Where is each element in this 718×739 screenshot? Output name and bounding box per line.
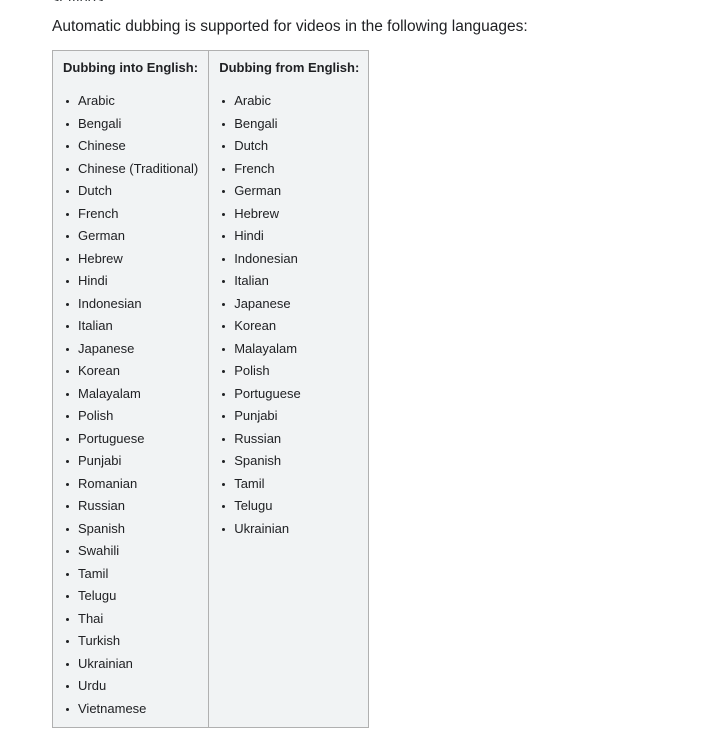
language-list-item <box>63 495 198 518</box>
language-name: Swahili <box>78 543 120 558</box>
bullet-icon <box>222 235 225 238</box>
language-name: Hindi <box>234 228 264 243</box>
bullet-icon <box>222 483 225 486</box>
language-name: German <box>78 228 125 243</box>
language-list-item <box>219 383 359 406</box>
language-list-item <box>219 158 359 181</box>
bullet-icon <box>66 415 69 418</box>
language-list-item <box>63 608 198 631</box>
bullet-icon <box>66 393 69 396</box>
language-list-item <box>63 248 198 271</box>
bullet-icon <box>222 370 225 373</box>
language-list-item <box>219 248 359 271</box>
language-list-item <box>219 225 359 248</box>
language-name: Russian <box>78 498 125 513</box>
language-list-item <box>63 158 198 181</box>
language-name: Korean <box>234 318 277 333</box>
language-list-item <box>63 450 198 473</box>
language-list-item <box>219 428 359 451</box>
language-name: Bengali <box>78 115 122 131</box>
language-name: Russian <box>234 430 282 446</box>
language-list-item <box>63 315 198 338</box>
language-list-item <box>219 113 359 136</box>
language-name: Tamil <box>78 565 109 581</box>
language-list-item <box>63 270 198 293</box>
language-list-item <box>63 225 198 248</box>
bullet-icon <box>222 123 225 126</box>
language-list-item <box>63 338 198 361</box>
language-list-item <box>219 360 359 383</box>
bullet-icon <box>66 663 69 666</box>
language-name: Spanish <box>234 453 282 468</box>
language-name: Hindi <box>78 273 108 288</box>
language-list-item <box>219 450 359 473</box>
language-list-item <box>219 518 359 541</box>
language-name: German <box>234 183 282 198</box>
bullet-icon <box>222 393 225 396</box>
language-list-item <box>63 428 198 451</box>
bullet-icon <box>66 573 69 576</box>
language-name: Ukrainian <box>78 655 133 671</box>
language-list-item <box>219 495 359 518</box>
language-list-item <box>63 90 198 113</box>
language-list-item <box>63 540 198 563</box>
into-english-column <box>53 51 209 727</box>
bullet-icon <box>66 370 69 373</box>
language-list-item <box>63 675 198 698</box>
language-name: Portuguese <box>234 385 301 401</box>
bullet-icon <box>66 325 69 328</box>
bullet-icon <box>66 190 69 193</box>
bullet-icon <box>66 438 69 441</box>
bullet-icon <box>66 685 69 688</box>
language-name: Dutch <box>234 138 269 153</box>
language-name: Hebrew <box>234 205 279 221</box>
language-list-item <box>63 113 198 136</box>
into-english-list <box>63 90 198 720</box>
language-name: Ukrainian <box>234 520 290 536</box>
language-name: Italian <box>78 318 113 333</box>
bullet-icon <box>66 348 69 351</box>
language-list-item <box>63 473 198 496</box>
language-list-item <box>219 293 359 316</box>
bullet-icon <box>222 505 225 508</box>
bullet-icon <box>66 258 69 261</box>
bullet-icon <box>66 145 69 148</box>
bullet-icon <box>66 213 69 216</box>
clipped-previous-line <box>52 0 108 1</box>
from-english-column <box>209 51 369 727</box>
language-name: Polish <box>234 363 270 378</box>
bullet-icon <box>66 505 69 508</box>
language-list-item <box>219 180 359 203</box>
bullet-icon <box>222 460 225 463</box>
bullet-icon <box>222 168 225 171</box>
bullet-icon <box>222 280 225 283</box>
language-name: Turkish <box>78 633 121 648</box>
language-name: Bengali <box>234 115 278 131</box>
bullet-icon <box>222 258 225 261</box>
bullet-icon <box>66 280 69 283</box>
language-name: Punjabi <box>234 408 278 423</box>
language-name: Spanish <box>78 520 125 536</box>
bullet-icon <box>66 640 69 643</box>
bullet-icon <box>66 303 69 306</box>
bullet-icon <box>222 438 225 441</box>
bullet-icon <box>222 190 225 193</box>
bullet-icon <box>222 325 225 328</box>
bullet-icon <box>222 213 225 216</box>
bullet-icon <box>66 595 69 598</box>
language-list-item <box>63 293 198 316</box>
bullet-icon <box>222 348 225 351</box>
language-name: Tamil <box>234 475 265 491</box>
language-name: French <box>234 160 275 176</box>
language-name: Dutch <box>78 183 112 198</box>
from-english-list <box>219 90 359 540</box>
language-name: Urdu <box>78 678 107 693</box>
language-name: Arabic <box>78 93 115 108</box>
bullet-icon <box>222 415 225 418</box>
languages-table <box>52 50 369 728</box>
bullet-icon <box>66 483 69 486</box>
language-name: Japanese <box>234 295 291 311</box>
bullet-icon <box>66 618 69 621</box>
language-name: Chinese (Traditional) <box>78 160 199 176</box>
language-name: Malayalam <box>78 385 141 401</box>
language-name: French <box>78 205 119 221</box>
bullet-icon <box>222 100 225 103</box>
language-list-item <box>63 630 198 653</box>
bullet-icon <box>66 123 69 126</box>
language-name: Telugu <box>78 588 117 603</box>
language-list-item <box>63 135 198 158</box>
language-list-item <box>219 203 359 226</box>
language-list-item <box>219 338 359 361</box>
language-list-item <box>63 698 198 721</box>
bullet-icon <box>66 168 69 171</box>
language-list-item <box>63 405 198 428</box>
bullet-icon <box>222 528 225 531</box>
bullet-icon <box>222 145 225 148</box>
language-list-item <box>63 653 198 676</box>
bullet-icon <box>66 528 69 531</box>
language-name: Portuguese <box>78 430 145 446</box>
language-list-item <box>63 180 198 203</box>
language-name: Telugu <box>234 498 273 513</box>
language-list-item <box>219 315 359 338</box>
language-name: Vietnamese <box>78 700 147 716</box>
intro-paragraph: Automatic dubbing is supported for videos in the following languages: <box>52 18 528 35</box>
language-name: Punjabi <box>78 453 122 468</box>
bullet-icon <box>66 460 69 463</box>
from-english-header: Dubbing from English: <box>219 60 360 75</box>
language-name: Indonesian <box>234 250 298 266</box>
language-list-item <box>63 203 198 226</box>
language-name: Romanian <box>78 475 138 491</box>
bullet-icon <box>66 100 69 103</box>
bullet-icon <box>66 708 69 711</box>
language-name: Arabic <box>234 93 272 108</box>
language-list-item <box>63 563 198 586</box>
language-list-item <box>63 383 198 406</box>
language-name: Indonesian <box>78 295 142 311</box>
language-name: Chinese <box>78 138 126 153</box>
language-list-item <box>219 405 359 428</box>
language-list-item <box>63 585 198 608</box>
language-list-item <box>63 518 198 541</box>
bullet-icon <box>222 303 225 306</box>
language-list-item <box>219 90 359 113</box>
language-name: Italian <box>234 273 269 288</box>
language-name: Thai <box>78 610 104 626</box>
language-list-item <box>219 270 359 293</box>
language-name: Polish <box>78 408 114 423</box>
bullet-icon <box>66 235 69 238</box>
language-name: Hebrew <box>78 250 123 266</box>
language-name: Malayalam <box>234 340 298 356</box>
bullet-icon <box>66 550 69 553</box>
language-list-item <box>219 473 359 496</box>
language-list-item <box>219 135 359 158</box>
language-name: Korean <box>78 363 120 378</box>
into-english-header: Dubbing into English: <box>63 60 199 75</box>
language-list-item <box>63 360 198 383</box>
language-name: Japanese <box>78 340 135 356</box>
